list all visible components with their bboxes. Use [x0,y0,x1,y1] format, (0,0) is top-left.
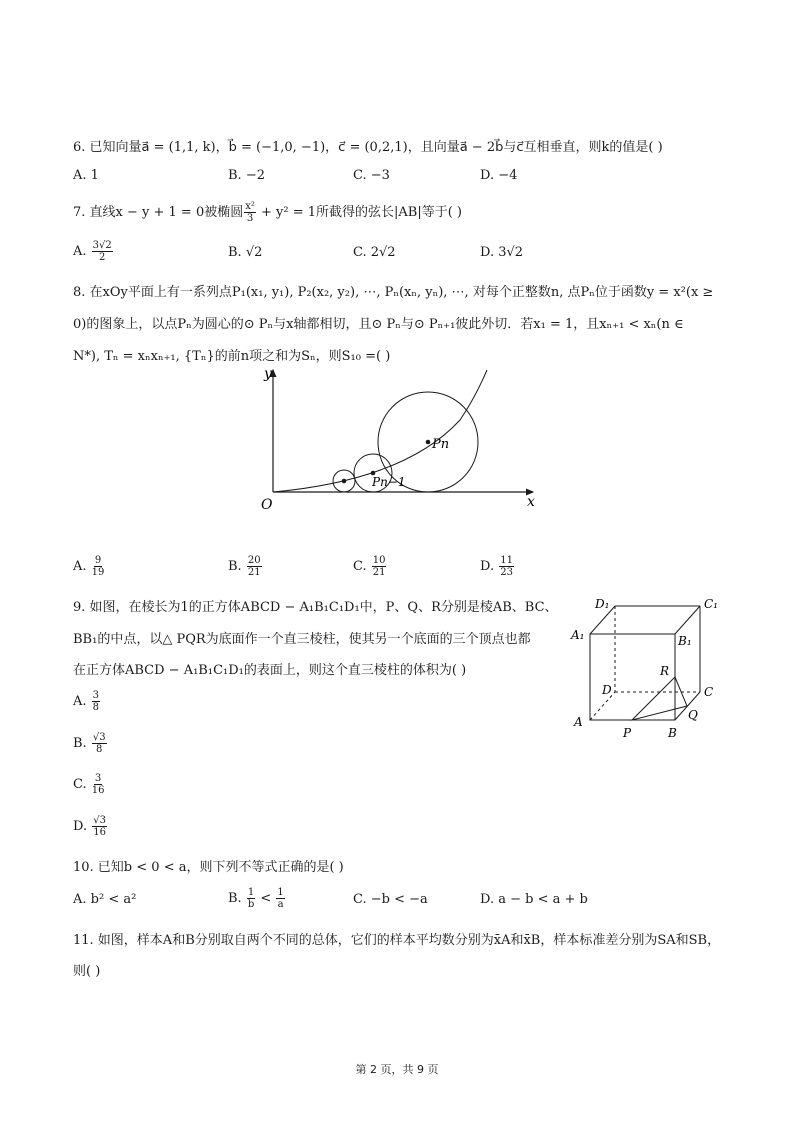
q9-label-q: Q [688,708,698,722]
q8-line1: 8. 在xOy平面上有一系列点P₁(x₁, y₁), P₂(x₂, y₂), ⋯, Pₙ(xₙ, yₙ), ⋯, 对每个正整数n, 点Pₙ位于函数y = x²(x ≥ [73,285,714,300]
q9-label-a1: A₁ [571,628,585,642]
q10-option-d: D. a − b < a + b [480,892,588,907]
q9-option-b [73,732,108,755]
q9-option-c-frac [92,773,105,796]
q11-line1: 11. 如图，样本A和B分别取自两个不同的总体，它们的样本平均数分别为x̄A和x̄B，样本标准差分别为SA和SB， [73,933,721,948]
q9-line1: 9. 如图，在棱长为1的正方体ABCD − A₁B₁C₁D₁中，P、Q、R分别是棱AB、BC、 [73,600,558,615]
q9-line2: BB₁的中点，以△ PQR为底面作一个直三棱柱，使其另一个底面的三个顶点也都 [73,632,531,647]
q9-label-r: R [660,664,670,678]
q9-option-d-num: √3 [93,815,106,826]
q8-option-a-num: 9 [94,555,102,566]
q7-option-a [73,240,114,263]
q9-cube-figure [568,590,728,745]
q7-frac-den: 3 [246,213,254,224]
q9-label-b: B [668,726,677,740]
q9-option-c-letter: C. [73,777,91,792]
q10-option-b-right-den: a [277,899,284,910]
q7-option-a-frac [92,240,113,263]
q6-option-b: B. −2 [228,168,265,183]
q8-option-b-letter: B. [228,559,246,574]
q9-option-a [73,690,101,713]
q8-option-d-frac [499,555,514,578]
q10-option-a: A. b² < a² [73,892,137,907]
q7-option-c [353,245,396,260]
q8-option-d-letter: D. [480,559,499,574]
q8-option-a [73,555,105,578]
q8-option-b-den: 21 [247,567,261,578]
q9-label-d: D [602,683,612,697]
q9-option-d-den: 16 [93,827,106,838]
q10-stem: 10. 已知b < 0 < a，则下列不等式正确的是( ) [73,860,344,875]
q7-option-c-text: 2√2 [370,245,396,260]
q9-option-d-letter: D. [73,819,92,834]
q9-label-b1: B₁ [678,634,692,648]
q9-option-c [73,773,105,796]
q9-option-b-num: √3 [92,732,106,743]
q7-option-b-letter: B. [228,245,246,260]
q8-option-b-num: 20 [247,555,261,566]
q8-option-a-frac [92,555,105,578]
q8-line3: N*), Tₙ = xₙxₙ₊₁, {Tₙ}的前n项之和为Sₙ，则S₁₀ =( ) [73,349,391,364]
q9-line3: 在正方体ABCD − A₁B₁C₁D₁的表面上，则这个直三棱柱的体积为( ) [73,663,467,678]
q6-option-c: C. −3 [353,168,390,183]
q7-fraction [244,201,256,224]
q9-label-d1: D₁ [595,597,610,611]
q7-option-d-text: 3√2 [498,245,524,260]
q10-option-b-left [247,887,255,910]
q7-option-c-letter: C. [353,245,371,260]
q8-figure [255,360,545,515]
q7-option-a-num: 3√2 [92,240,112,251]
q9-option-c-den: 16 [91,785,105,796]
q10-option-b-letter: B. [228,891,246,906]
q8-option-c-den: 21 [372,567,386,578]
q8-center-small [342,479,347,484]
q9-option-d-frac [92,815,107,838]
q8-origin-label: O [261,497,273,513]
q9-cube-edge-b1c1 [675,606,700,634]
q6-option-a: A. 1 [73,168,99,183]
q9-label-c: C [704,685,714,699]
page-footer: 第 2 页，共 9 页 [355,1063,439,1076]
q9-option-c-num: 3 [94,773,102,784]
q7-option-d [480,245,523,260]
q8-x-label: x [527,494,535,510]
q7-option-a-letter: A. [73,244,91,259]
q10-option-b-left-num: 1 [247,887,255,898]
q10-option-b-left-den: b [247,899,255,910]
q10-option-b-right-num: 1 [277,887,284,898]
q9-option-b-frac [92,732,107,755]
q10-option-c: C. −b < −a [353,892,428,907]
q7-option-a-den: 2 [99,252,106,263]
q8-option-a-letter: A. [73,559,91,574]
q8-option-b-frac [247,555,262,578]
q9-label-a: A [574,715,583,729]
q9-option-a-frac [92,690,100,713]
q11-line2: 则( ) [73,964,101,979]
q9-option-a-den: 8 [92,702,100,713]
q8-option-d-den: 23 [500,567,513,578]
q8-option-c-num: 10 [372,555,386,566]
q8-option-a-den: 19 [91,567,105,578]
q7-stem [73,201,462,224]
q8-line2: 0)的图象上，以点Pₙ为圆心的⊙ Pₙ与x轴都相切，且⊙ Pₙ与⊙ Pₙ₊₁彼此外切．若x₁ = 1，且xₙ₊₁ < xₙ(n ∈ [73,317,684,332]
q7-stem-pre: 7. 直线x − y + 1 = 0被椭圆 [73,205,244,220]
q8-option-c [353,555,387,578]
q10-option-b-lt: < [256,891,276,906]
q7-option-d-letter: D. [480,245,499,260]
q9-label-c1: C₁ [704,597,718,611]
q8-center-pn [426,440,431,445]
q8-option-c-letter: C. [353,559,371,574]
q9-triangle-pqr [632,677,687,720]
q7-option-b [228,245,262,260]
q7-option-b-text: √2 [245,245,263,260]
q7-stem-post: + y² = 1所截得的弦长|AB|等于( ) [256,205,463,220]
q9-option-a-num: 3 [92,690,100,701]
q8-option-d-num: 11 [500,555,513,566]
q9-label-p: P [623,726,632,740]
q10-option-b-right [276,887,284,910]
q6-stem: 6. 已知向量a⃗ = (1,1, k)，b⃗ = (−1,0, −1)，c⃗ = (0,2,1)，且向量a⃗ − 2b⃗与c⃗互相垂直，则k的值是( ) [73,140,663,155]
q8-option-c-frac [372,555,387,578]
q8-pn-label: Pn [432,437,450,452]
q8-parabola [273,370,487,492]
q7-frac-num: x² [245,201,255,212]
q6-option-d: D. −4 [480,168,518,183]
q8-option-b [228,555,263,578]
q8-option-d [480,555,515,578]
q10-option-b [228,887,286,910]
q9-option-b-den: 8 [96,744,103,755]
q8-pn1-label: Pn−1 [372,475,406,489]
q9-option-b-letter: B. [73,736,91,751]
q9-option-a-letter: A. [73,694,91,709]
q9-option-d [73,815,108,838]
q8-y-label: y [264,366,272,382]
